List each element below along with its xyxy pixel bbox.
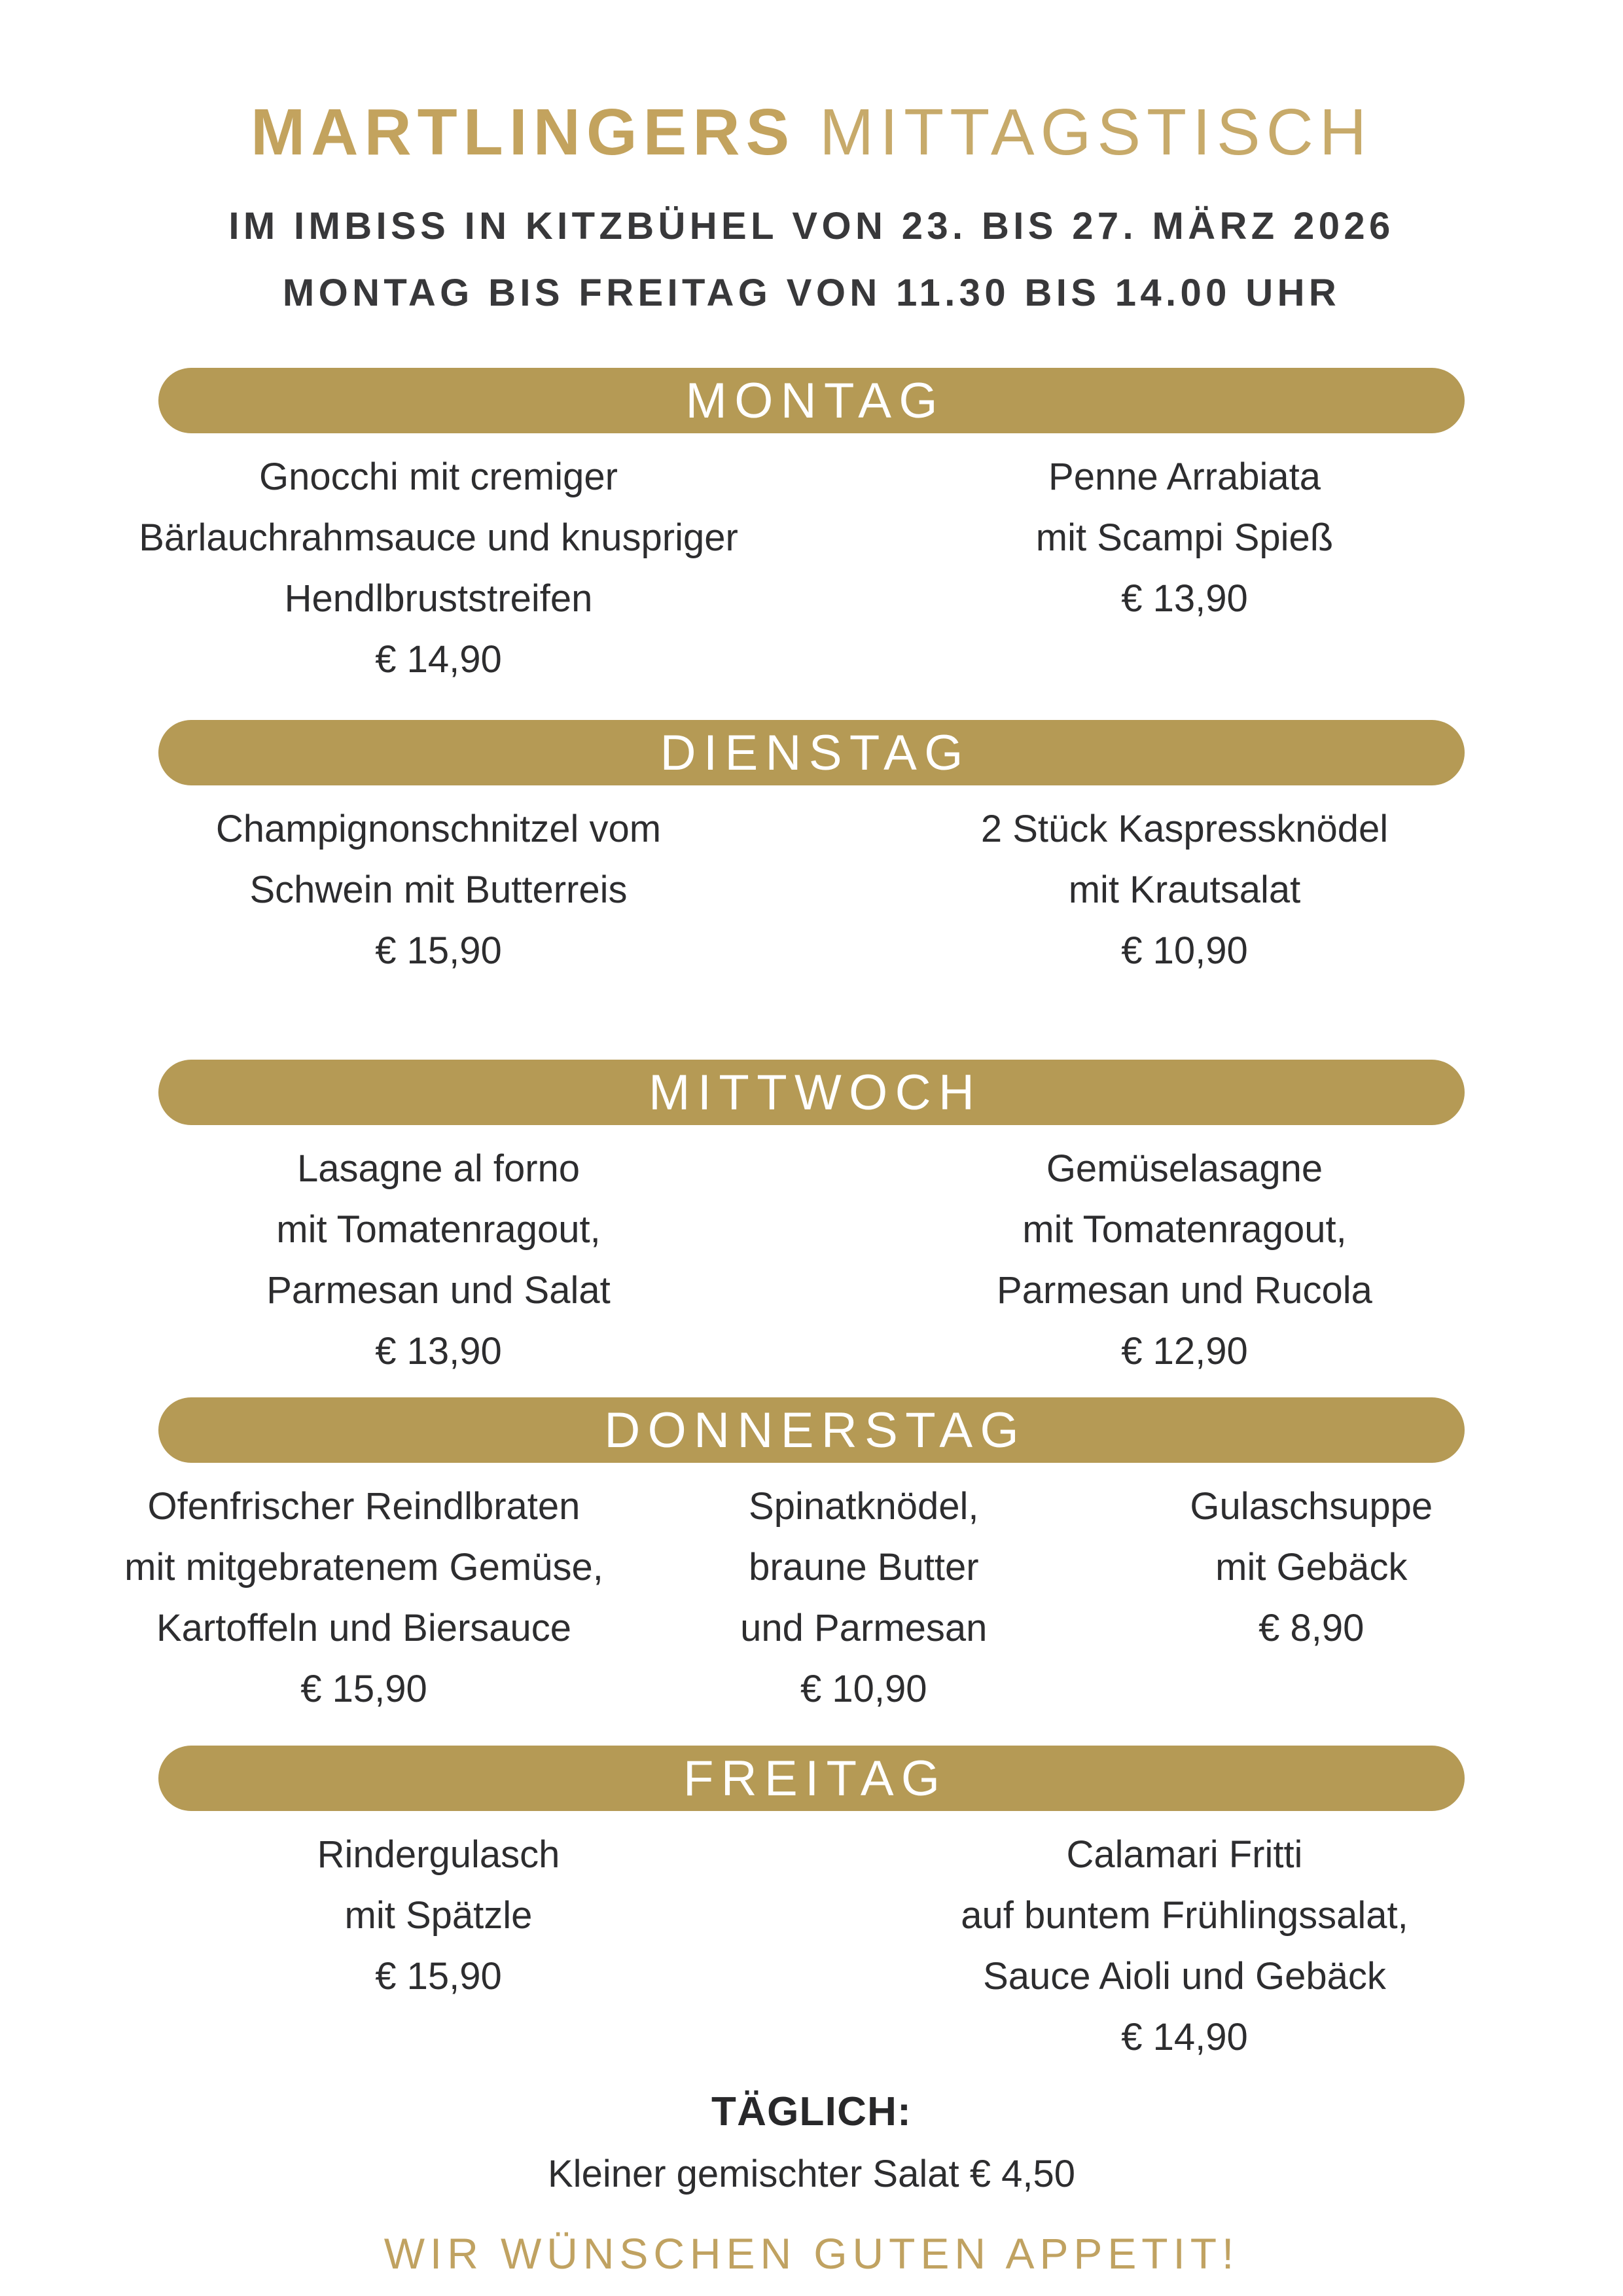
item-line: Hendlbruststreifen <box>284 577 593 620</box>
item-price: € 8,90 <box>1258 1607 1364 1649</box>
menu-item <box>662 1476 1065 1719</box>
day-banner-mittwoch: MITTWOCH <box>158 1060 1465 1125</box>
item-price: € 14,90 <box>1121 2016 1248 2058</box>
day-section-donnerstag <box>0 1397 1623 1719</box>
item-line: und Parmesan <box>740 1607 988 1649</box>
item-price: € 13,90 <box>1121 577 1248 620</box>
item-line: Sauce Aioli und Gebäck <box>983 1955 1386 1998</box>
title-brand: MARTLINGERS <box>250 96 796 169</box>
day-section-mittwoch <box>0 1060 1623 1382</box>
menu-item <box>812 446 1558 690</box>
item-line: Penne Arrabiata <box>1048 456 1321 498</box>
menu-item <box>812 798 1558 981</box>
item-price: € 13,90 <box>375 1330 502 1372</box>
item-price: € 15,90 <box>300 1668 427 1710</box>
item-line: Rindergulasch <box>317 1833 560 1876</box>
day-section-montag <box>0 368 1623 690</box>
item-price: € 15,90 <box>375 929 502 972</box>
menu-item <box>812 1824 1558 2068</box>
menu-item <box>65 798 812 981</box>
day-section-freitag <box>0 1746 1623 2068</box>
item-line: auf buntem Frühlingssalat, <box>961 1894 1408 1937</box>
day-banner-freitag: FREITAG <box>158 1746 1465 1811</box>
item-price: € 10,90 <box>800 1668 927 1710</box>
menu-item <box>65 1476 662 1719</box>
item-line: Spinatknödel, <box>749 1485 979 1528</box>
item-line: mit Tomatenragout, <box>276 1208 601 1251</box>
item-line: Parmesan und Rucola <box>997 1269 1372 1312</box>
daily-label: TÄGLICH: <box>711 2089 912 2134</box>
closing-line: WIR WÜNSCHEN GUTEN APPETIT! <box>383 2229 1240 2278</box>
menu-item <box>812 1138 1558 1382</box>
item-price: € 10,90 <box>1121 929 1248 972</box>
item-line: Gulaschsuppe <box>1190 1485 1433 1528</box>
item-price: € 12,90 <box>1121 1330 1248 1372</box>
item-line: mit Scampi Spieß <box>1035 516 1334 559</box>
item-price: € 14,90 <box>375 638 502 681</box>
daily-item: Kleiner gemischter Salat € 4,50 <box>548 2153 1075 2195</box>
day-banner-dienstag: DIENSTAG <box>158 720 1465 785</box>
day-sections <box>0 368 1623 2068</box>
day-section-dienstag <box>0 720 1623 981</box>
item-line: Parmesan und Salat <box>266 1269 611 1312</box>
menu-footer <box>0 2081 1623 2284</box>
items-row-dienstag <box>0 798 1623 981</box>
subtitle-block <box>0 193 1623 327</box>
item-line: mit Gebäck <box>1215 1546 1408 1588</box>
item-line: mit Spätzle <box>344 1894 533 1937</box>
item-line: braune Butter <box>749 1546 979 1588</box>
day-banner-donnerstag: DONNERSTAG <box>158 1397 1465 1463</box>
item-line: mit Tomatenragout, <box>1022 1208 1347 1251</box>
subtitle-line-1: IM IMBISS IN KITZBÜHEL VON 23. BIS 27. MÄRZ 2026 <box>228 205 1395 247</box>
day-banner-montag: MONTAG <box>158 368 1465 433</box>
menu-item <box>65 446 812 690</box>
subtitle-line-2: MONTAG BIS FREITAG VON 11.30 BIS 14.00 UHR <box>282 272 1341 314</box>
item-line: Ofenfrischer Reindlbraten <box>147 1485 580 1528</box>
item-line: Gemüselasagne <box>1046 1147 1323 1190</box>
items-row-donnerstag <box>0 1476 1623 1719</box>
item-line: Gnocchi mit cremiger <box>259 456 618 498</box>
item-line: 2 Stück Kaspressknödel <box>980 808 1389 850</box>
item-line: mit mitgebratenem Gemüse, <box>124 1546 603 1588</box>
menu-item <box>65 1138 812 1382</box>
menu-item <box>65 1824 812 2068</box>
items-row-montag <box>0 446 1623 690</box>
item-line: Kartoffeln und Biersauce <box>156 1607 572 1649</box>
item-line: Lasagne al forno <box>296 1147 580 1190</box>
menu-item <box>1065 1476 1558 1719</box>
items-row-mittwoch <box>0 1138 1623 1382</box>
title-subname: MITTAGSTISCH <box>819 96 1373 169</box>
item-line: mit Krautsalat <box>1068 869 1301 911</box>
item-line: Bärlauchrahmsauce und knuspriger <box>139 516 738 559</box>
item-line: Champignonschnitzel vom <box>215 808 662 850</box>
item-price: € 15,90 <box>375 1955 502 1998</box>
items-row-freitag <box>0 1824 1623 2068</box>
page-title <box>0 98 1623 167</box>
item-line: Schwein mit Butterreis <box>249 869 628 911</box>
menu-header <box>0 98 1623 327</box>
item-line: Calamari Fritti <box>1066 1833 1303 1876</box>
